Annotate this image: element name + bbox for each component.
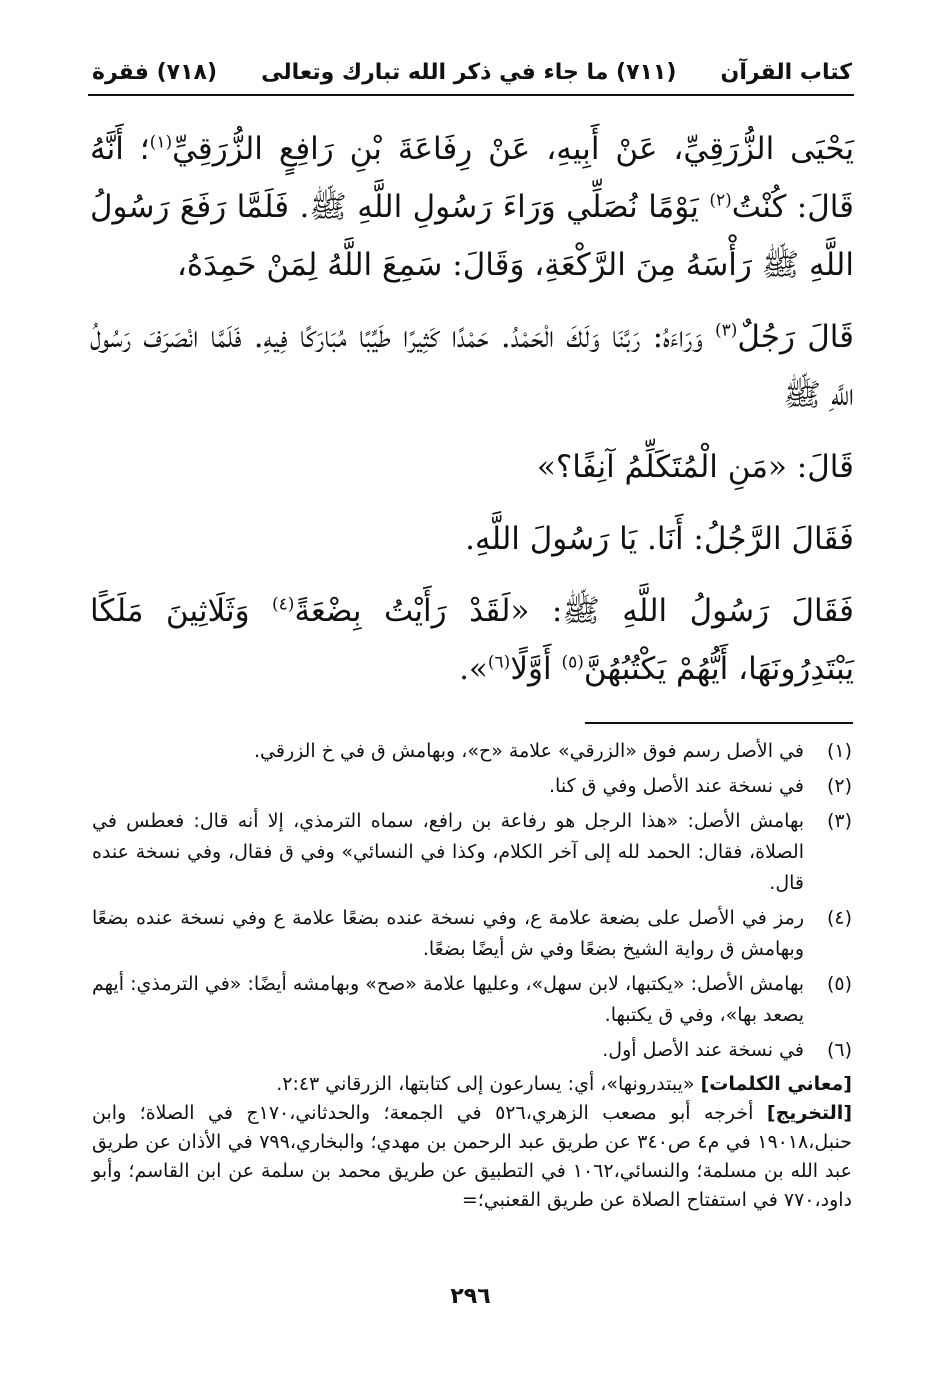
- hadith-paragraph-2: [90, 308, 854, 424]
- hadith-paragraph-5: [90, 582, 854, 698]
- footnote: [92, 1035, 852, 1066]
- footnotes-section: [92, 736, 852, 1215]
- word-meanings: [92, 1070, 852, 1099]
- footnote-text: في نسخة عند الأصل وفي ق كنا.: [549, 775, 804, 797]
- paragraph-number: (٧١٨) فقرة: [92, 59, 217, 85]
- footnote-text: بهامش الأصل: «يكتبها، لابن سهل»، وعليها علامة «صح» وبهامشه أيضًا: «في الترمذي: أيهم يصعد بها»، وفي ق يكتبها.: [92, 973, 804, 1026]
- footnote-number: (٥): [826, 973, 852, 995]
- word-meanings-text: «يبتدرونها»، أي: يسارعون إلى كتابتها، الزرقاني ٢:٤٣.: [276, 1073, 695, 1095]
- footnote-ref: (٥): [561, 652, 584, 673]
- word-meanings-label: [معاني الكلمات]: [700, 1073, 852, 1095]
- footnote: [92, 771, 852, 802]
- footnote-divider: [585, 722, 853, 724]
- footnote-ref: (٣): [715, 320, 738, 341]
- book-title: كتاب القرآن: [720, 59, 852, 85]
- footnote-ref: (٦): [487, 652, 511, 673]
- text-run: يَحْيَى الزُّرَقِيِّ، عَنْ أَبِيهِ، عَنْ رِفَاعَةَ بْنِ رَافِعٍ الزُّرَقِيِّ: [172, 131, 854, 167]
- takhrij-label: [التخريج]: [766, 1102, 853, 1124]
- footnote-text: رمز في الأصل على بضعة علامة ع، وفي نسخة عنده بضعًا علامة ع وفي نسخة عنده بضعًا وبهامش ق رواية الشيخ بضعًا وفي ش أيضًا بضعًا.: [92, 907, 804, 960]
- text-run: يَوْمًا نُصَلِّي وَرَاءَ رَسُولِ اللَّهِ ﷺ. فَلَمَّا رَفَعَ رَسُولُ اللَّهِ ﷺ رَأْسَهُ مِنَ الرَّكْعَةِ، وَقَالَ: سَمِعَ اللَّهُ لِمَنْ حَمِدَهُ،: [90, 189, 854, 283]
- text-run: وَثَلَاثِينَ مَلَكًا يَبْتَدِرُونَهَا، أَيُّهُمْ يَكْتُبُهُنَّ: [90, 593, 854, 687]
- footnote-text: بهامش الأصل: «هذا الرجل هو رفاعة بن رافع، سماه الترمذي، إلا أنه قال: فعطس في الصلاة، فقال: الحمد لله إلى آخر الكلام، وكذا في النسائي» وفي ق فقال، وفي نسخة عنده قال.: [92, 810, 804, 894]
- header-divider: [88, 94, 854, 96]
- footnote-text: في نسخة عند الأصل أول.: [602, 1039, 804, 1061]
- footnote: [92, 903, 852, 965]
- text-run: قَالَ رَجُلٌ: [737, 319, 854, 355]
- footnote-number: (٤): [826, 907, 852, 929]
- text-run: وَرَاءَهُ: رَبَّنَا وَلَكَ الْحَمْدُ. حَمْدًا كَثِيرًا طَيِّبًا مُبَارَكًا فِيهِ. فَلَمَّا انْصَرَفَ رَسُولُ اللَّهِ ﷺ: [90, 319, 854, 413]
- hadith-paragraph-1: [90, 120, 854, 294]
- text-run: ».: [459, 651, 488, 687]
- hadith-paragraph-4: فَقَالَ الرَّجُلُ: أَنَا. يَا رَسُولَ اللَّهِ.: [465, 521, 854, 557]
- text-run: ؛ أَنَّهُ قَالَ: كُنْتُ: [90, 131, 855, 225]
- footnote-text: في الأصل رسم فوق «الزرقي» علامة «ح»، وبهامش ق في خ الزرقي.: [254, 740, 804, 762]
- running-header: [92, 52, 852, 92]
- footnote-number: (١): [826, 740, 852, 762]
- footnote: [92, 736, 852, 767]
- footnote-ref: (٢): [709, 190, 732, 211]
- chapter-title: (٧١١) ما جاء في ذكر الله تبارك وتعالى: [261, 59, 677, 85]
- footnote-number: (٦): [826, 1039, 852, 1061]
- text-run: فَقَالَ رَسُولُ اللَّهِ ﷺ: «لَقَدْ رَأَيْتُ بِضْعَةً: [294, 593, 854, 629]
- text-run: أَوَّلًا: [510, 651, 552, 687]
- footnote: [92, 969, 852, 1031]
- footnote-ref: (٤): [272, 594, 295, 615]
- takhrij-text: أخرجه أبو مصعب الزهري،٥٢٦ في الجمعة؛ والحدثاني،١٧٠ج في الصلاة؛ وابن حنبل،١٩٠١٨ في م٤ ص٣٤٠ عن طريق عبد الرحمن بن مهدي؛ والبخاري،٧٩٩ في الأذان عن طريق عبد الله بن مسلمة؛ والنسائي،١٠٦٢ في التطبيق عن طريق محمد بن سلمة عن ابن القاسم؛ وأبو داود،٧٧٠ في استفتاح الصلاة عن طريق القعنبي؛=: [92, 1102, 852, 1211]
- footnote-number: (٣): [826, 810, 852, 832]
- hadith-paragraph-3: قَالَ: «مَنِ الْمُتَكَلِّمُ آنِفًا؟»: [536, 449, 854, 485]
- hadith-text: [90, 120, 854, 712]
- takhrij: [92, 1099, 852, 1215]
- footnote-number: (٢): [826, 775, 852, 797]
- page-number: ٢٩٦: [450, 1284, 491, 1309]
- footnote: [92, 806, 852, 899]
- footnote-ref: (١): [149, 132, 173, 153]
